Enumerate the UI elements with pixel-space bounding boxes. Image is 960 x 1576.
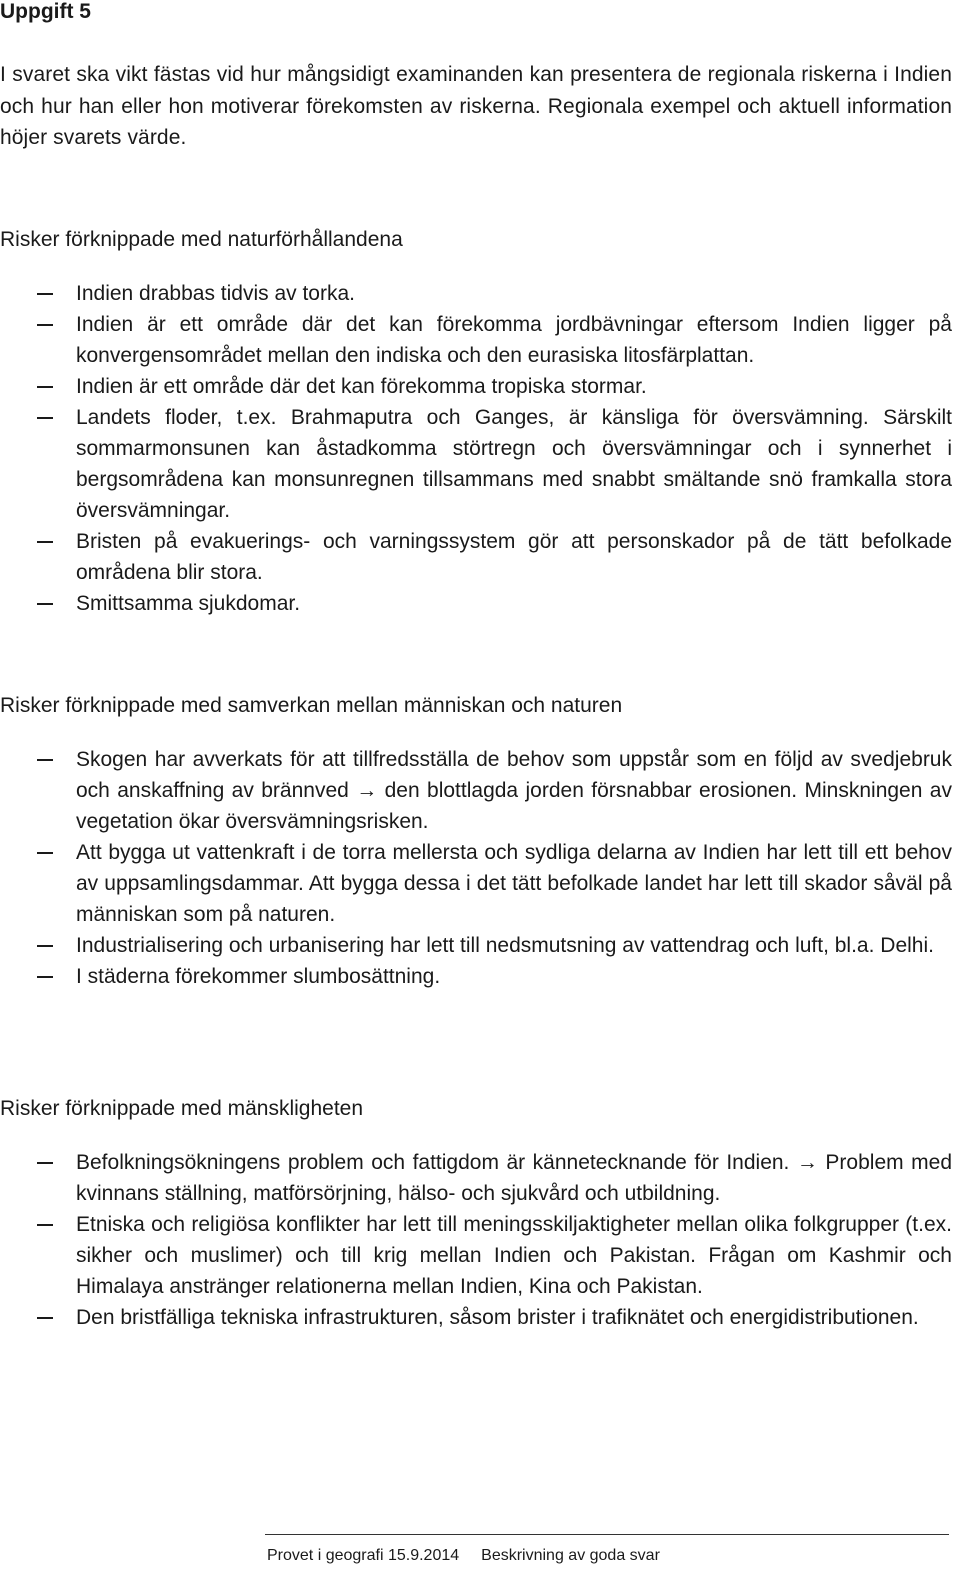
dash-bullet-icon: [37, 1317, 53, 1319]
dash-bullet-icon: [37, 1162, 53, 1164]
dash-bullet-icon: [37, 417, 53, 419]
list-item: I städerna förekommer slumbosättning.: [0, 961, 952, 992]
list-item: Indien är ett område där det kan förekomma jordbävningar eftersom Indien ligger på konvergensområdet mellan den indiska och den eurasiska litosfärplattan.: [0, 309, 952, 371]
section-list-interaction: [0, 744, 952, 992]
list-item: Att bygga ut vattenkraft i de torra mellersta och sydliga delarna av Indien har lett till ett behov av uppsamlingsdammar. Att bygga dessa i det tätt befolkade landet har lett till skador såväl på människan som på naturen.: [0, 837, 952, 930]
footer-exam-title: Provet i geografi 15.9.2014: [267, 1547, 460, 1564]
list-item: Befolkningsökningens problem och fattigdom är kännetecknande för Indien. → Problem med kvinnans ställning, matförsörjning, hälso- och sjukvård och utbildning.: [0, 1147, 952, 1209]
list-item: Smittsamma sjukdomar.: [0, 588, 952, 619]
list-item: Bristen på evakuerings- och varningssystem gör att personskador på de tätt befolkade områdena blir stora.: [0, 526, 952, 588]
list-item: Landets floder, t.ex. Brahmaputra och Ganges, är känsliga för översvämning. Särskilt sommarmonsunen kan åstadkomma störtregn och översvämningar och i synnerhet i bergsområdena kan monsunregnen tillsammans med snabbt smältande snö framkalla stora översvämningar.: [0, 402, 952, 526]
page-footer: [267, 1546, 660, 1566]
dash-bullet-icon: [37, 1224, 53, 1226]
dash-bullet-icon: [37, 386, 53, 388]
page-title: Uppgift 5: [0, 0, 91, 23]
list-item: Indien drabbas tidvis av torka.: [0, 278, 952, 309]
intro-paragraph: I svaret ska vikt fästas vid hur mångsidigt examinanden kan presentera de regionala riskerna i Indien och hur han eller hon motiverar förekomsten av riskerna. Regionala exempel och aktuell information höjer svarets värde.: [0, 63, 952, 149]
section-heading-natural: Risker förknippade med naturförhållandena: [0, 228, 403, 251]
section-list-natural: [0, 278, 952, 619]
section-heading-humanity: Risker förknippade med mänskligheten: [0, 1097, 364, 1120]
footer-doc-title: Beskrivning av goda svar: [481, 1547, 660, 1564]
list-item: Skogen har avverkats för att tillfredsställa de behov som uppstår som en följd av svedjebruk och anskaffning av brännved → den blottlagda jorden försnabbar erosionen. Minskningen av vegetation ökar översvämningsrisken.: [0, 744, 952, 837]
dash-bullet-icon: [37, 759, 53, 761]
dash-bullet-icon: [37, 852, 53, 854]
dash-bullet-icon: [37, 293, 53, 295]
list-item: Indien är ett område där det kan förekomma tropiska stormar.: [0, 371, 952, 402]
list-item: Industrialisering och urbanisering har lett till nedsmutsning av vattendrag och luft, bl.a. Delhi.: [0, 930, 952, 961]
list-item: Etniska och religiösa konflikter har lett till meningsskiljaktigheter mellan olika folkgrupper (t.ex. sikher och muslimer) och till krig mellan Indien och Pakistan. Frågan om Kashmir och Himalaya anstränger relationerna mellan Indien, Kina och Pakistan.: [0, 1209, 952, 1302]
dash-bullet-icon: [37, 603, 53, 605]
section-heading-interaction: Risker förknippade med samverkan mellan människan och naturen: [0, 694, 623, 717]
section-list-humanity: [0, 1147, 952, 1333]
footer-divider: [265, 1534, 949, 1535]
dash-bullet-icon: [37, 324, 53, 326]
dash-bullet-icon: [37, 976, 53, 978]
list-item: Den bristfälliga tekniska infrastrukturen, såsom brister i trafiknätet och energidistributionen.: [0, 1302, 952, 1333]
dash-bullet-icon: [37, 541, 53, 543]
dash-bullet-icon: [37, 945, 53, 947]
